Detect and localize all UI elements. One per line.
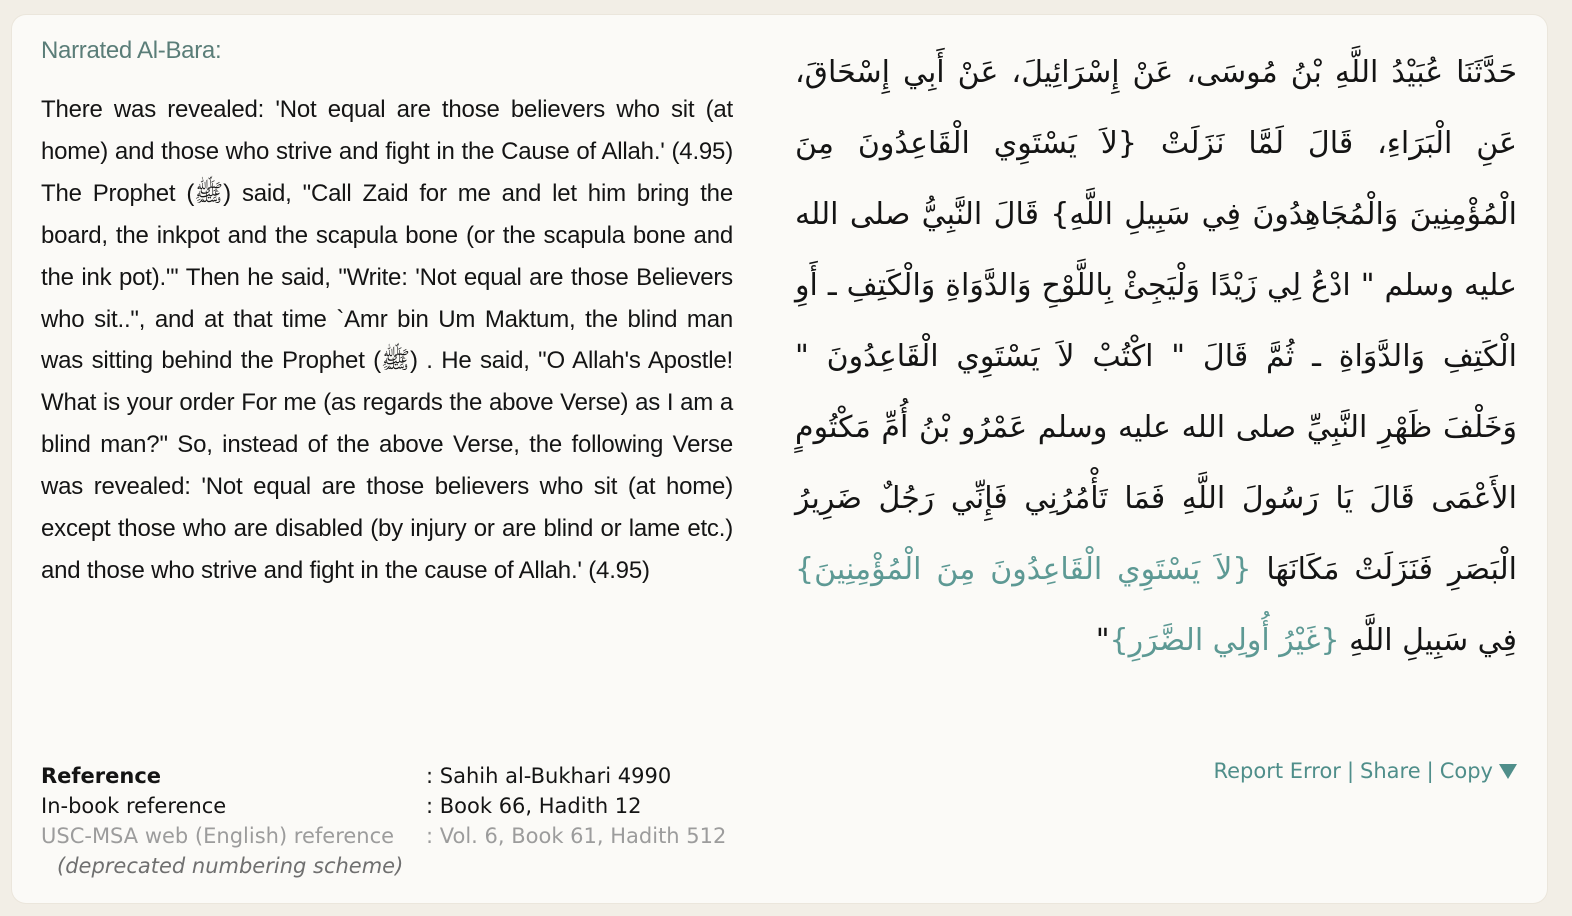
in-book-reference-row — [41, 791, 726, 821]
quran-verse-text: {لاَ يَسْتَوِي الْقَاعِدُونَ مِنَ الْمُؤْمِنِينَ} — [795, 552, 1252, 587]
report-error-link[interactable]: Report Error — [1213, 759, 1341, 783]
arabic-hadith-text — [795, 37, 1517, 676]
arabic-text-part: حَدَّثَنَا عُبَيْدُ اللَّهِ بْنُ مُوسَى، عَنْ إِسْرَائِيلَ، عَنْ أَبِي إِسْحَاقَ، عَنِ الْبَرَاءِ، قَالَ لَمَّا نَزَلَتْ {لاَ يَسْتَوِي الْقَاعِدُونَ مِنَ الْمُؤْمِنِينَ وَالْمُجَاهِدُونَ فِي سَبِيلِ اللَّهِ} قَالَ النَّبِيُّ صلى الله عليه وسلم " ادْعُ لِي زَيْدًا وَلْيَجِئْ بِاللَّوْحِ وَالدَّوَاةِ وَالْكَتِفِ ـ أَوِ الْكَتِفِ وَالدَّوَاةِ ـ ثُمَّ قَالَ " اكْتُبْ لاَ يَسْتَوِي الْقَاعِدُونَ " وَخَلْفَ ظَهْرِ النَّبِيِّ صلى الله عليه وسلم عَمْرُو بْنُ أُمِّ مَكْتُومٍ الأَعْمَى قَالَ يَا رَسُولَ اللَّهِ فَمَا تَأْمُرُنِي فَإِنِّي رَجُلٌ ضَرِيرُ الْبَصَرِ فَنَزَلَتْ مَكَانَهَا — [795, 55, 1517, 587]
usc-msa-reference-row — [41, 821, 726, 851]
narrator-heading: Narrated Al-Bara: — [41, 37, 222, 64]
reference-value: : Sahih al-Bukhari 4990 — [426, 764, 672, 788]
arabic-text-part: " — [1095, 623, 1110, 658]
english-hadith-text: There was revealed: 'Not equal are those believers who sit (at home) and those who strive and fight in the Cause of Allah.' (4.95) The Prophet (ﷺ) said, "Call Zaid for me and let him bring the board, the inkpot and the scapula bone (or the scapula bone and the ink pot)."' Then he said, "Write: 'Not equal are those Believers who sit..", and at that time `Amr bin Um Maktum, the blind man was sitting behind the Prophet (ﷺ) . He said, "O Allah's Apostle! What is your order For me (as regards the above Verse) as I am a blind man?" So, instead of the above Verse, the following Verse was revealed: 'Not equal are those believers who sit (at home) except those who are disabled (by injury or are blind or lame etc.) and those who strive and fight in the cause of Allah.' (4.95) — [41, 96, 733, 584]
copy-dropdown-caret-icon[interactable] — [1499, 764, 1517, 779]
copy-link[interactable]: Copy — [1439, 759, 1493, 783]
reference-label: Reference — [41, 764, 162, 788]
in-book-reference-value: : Book 66, Hadith 12 — [426, 794, 642, 818]
in-book-reference-label: In-book reference — [41, 794, 227, 818]
reference-row — [41, 761, 726, 791]
action-separator: | — [1426, 759, 1434, 783]
reference-table — [41, 761, 726, 881]
share-link[interactable]: Share — [1360, 759, 1421, 783]
action-separator: | — [1346, 759, 1355, 783]
usc-msa-reference-value: : Vol. 6, Book 61, Hadith 512 — [426, 824, 727, 848]
deprecated-numbering-note: (deprecated numbering scheme) — [57, 854, 404, 878]
quran-verse-text: {غَيْرُ أُولِي الضَّرَرِ} — [1109, 623, 1340, 658]
hadith-card — [12, 15, 1547, 903]
usc-msa-reference-label: USC-MSA web (English) reference — [41, 824, 395, 848]
arabic-text-part: فِي سَبِيلِ اللَّهِ — [1339, 623, 1517, 658]
hadith-actions — [1213, 759, 1517, 783]
